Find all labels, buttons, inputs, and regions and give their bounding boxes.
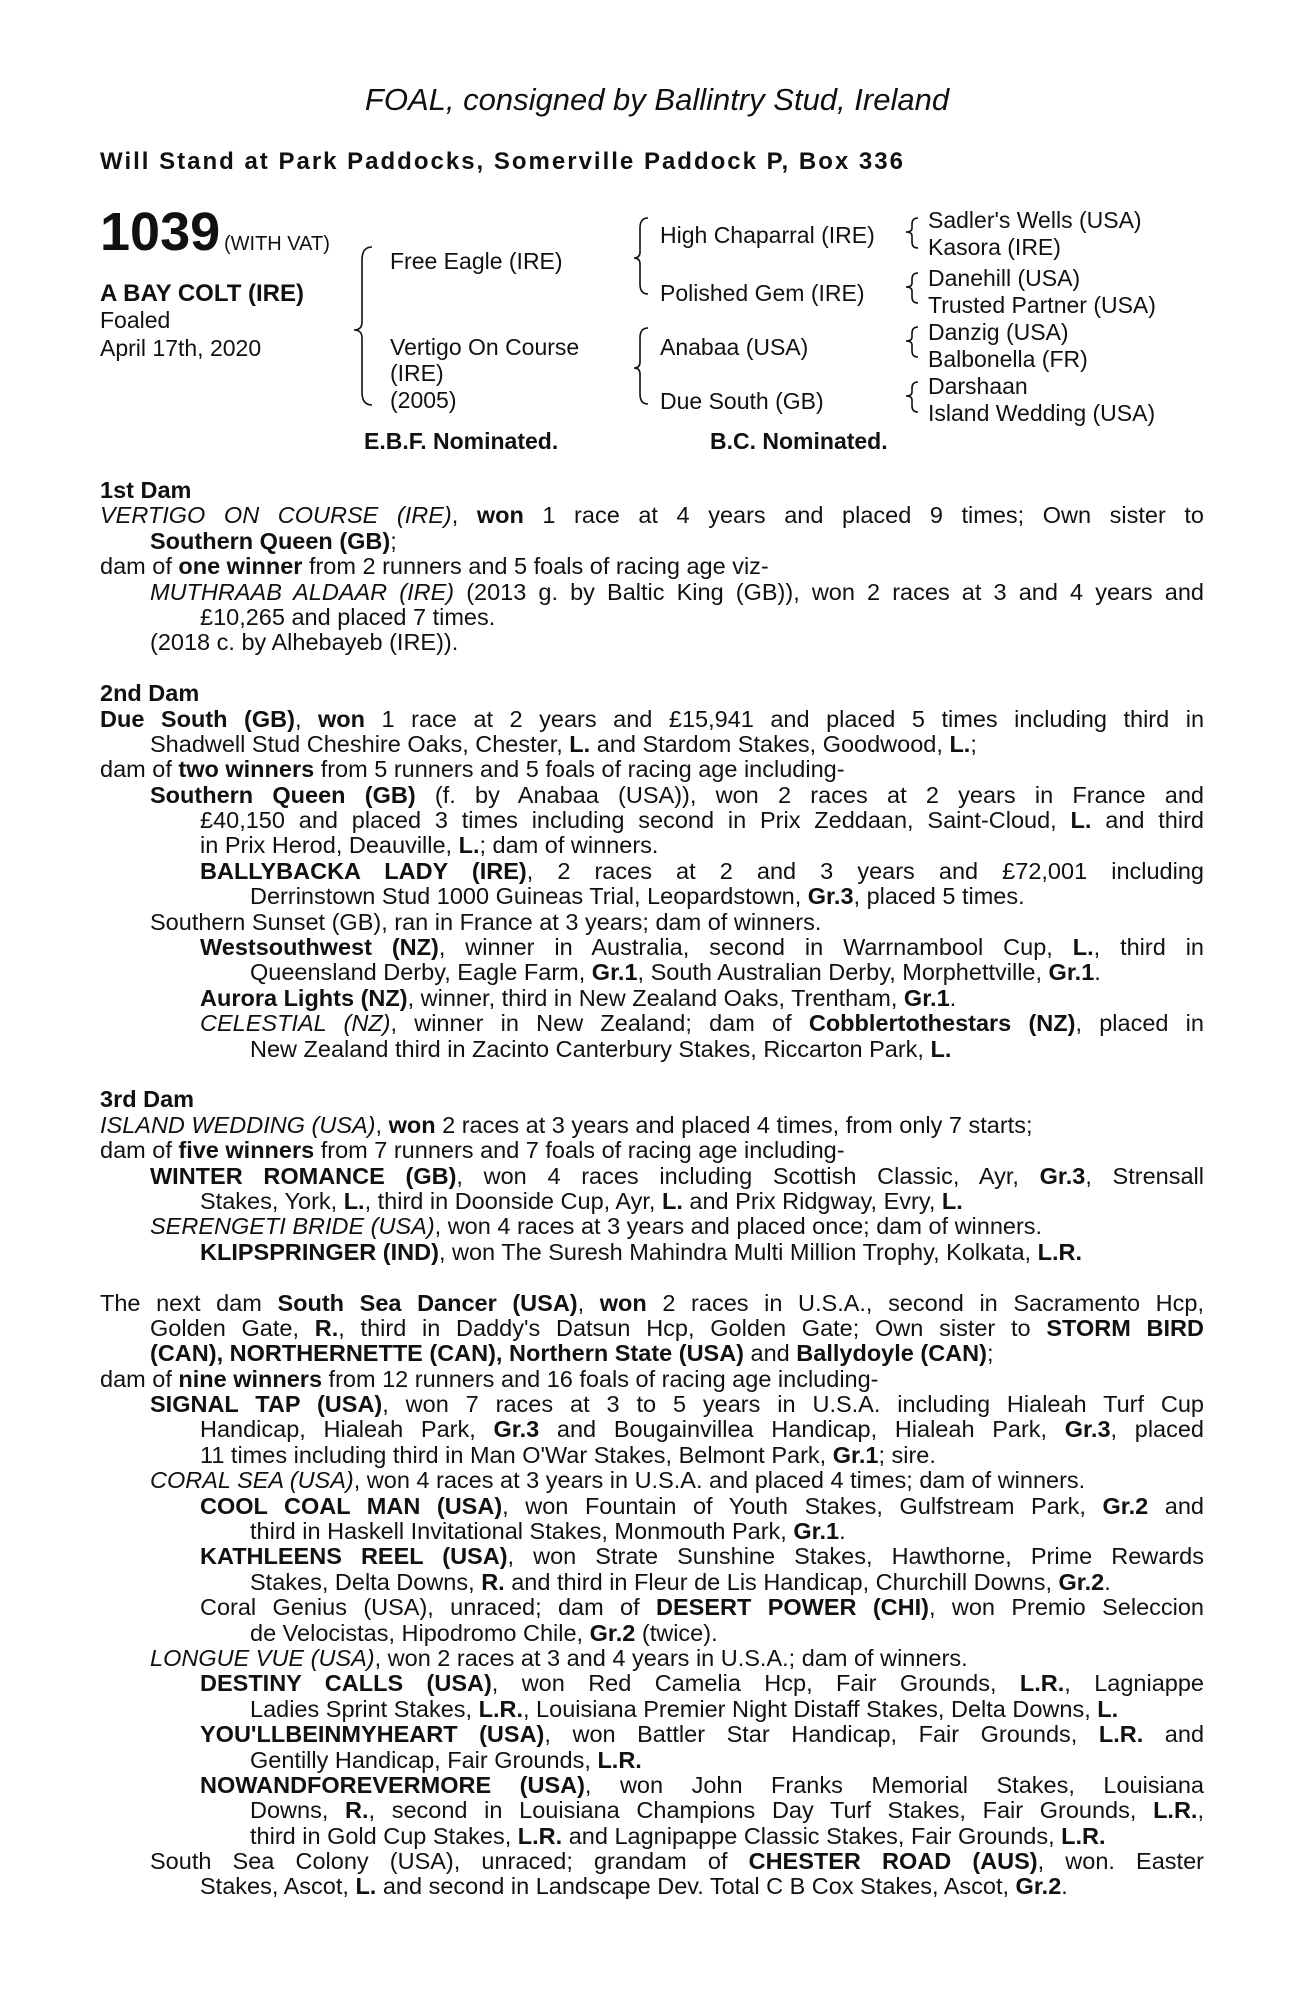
italic-text: MUTHRAAB ALDAAR (IRE) xyxy=(150,578,455,605)
text-line xyxy=(100,1722,1204,1747)
text-run: , xyxy=(294,705,319,732)
text-run: . xyxy=(1094,959,1101,986)
bold-text: Gr.2 xyxy=(1102,1492,1149,1519)
text-line xyxy=(100,1824,1204,1849)
bold-text: L. xyxy=(941,1187,963,1214)
text-run: , winner in New Zealand; dam of xyxy=(390,1010,809,1037)
text-run: , South Australian Derby, Morphettville, xyxy=(637,959,1049,986)
text-run: (f. by Anabaa (USA)), won 2 races at 2 years in France and xyxy=(415,781,1204,808)
bold-text: L.R. xyxy=(1098,1721,1144,1748)
text-line xyxy=(100,884,1204,909)
dam-name-2: (IRE) xyxy=(390,360,444,386)
text-line xyxy=(100,1341,1204,1366)
text-line xyxy=(100,1646,1204,1671)
bold-text: L.R. xyxy=(1019,1670,1065,1697)
text-line xyxy=(100,1011,1204,1036)
bold-text: L.R. xyxy=(1153,1797,1198,1824)
gen3-sds: Danehill (USA) xyxy=(928,265,1081,291)
foaled-label: Foaled xyxy=(100,307,171,333)
bold-text: won xyxy=(599,1289,647,1316)
text-run: , won Strate Sunshine Stakes, Hawthorne, Prime Rewards xyxy=(507,1543,1204,1570)
text-run: 2 races at 3 years and placed 4 times, from only 7 starts; xyxy=(435,1111,1033,1138)
text-line xyxy=(100,605,1204,630)
text-line xyxy=(100,1138,1204,1163)
bold-text: Gr.2 xyxy=(589,1619,636,1646)
text-line xyxy=(100,1519,1204,1544)
bold-text: L.R. xyxy=(1037,1238,1082,1265)
text-run: , second in Louisiana Champions Day Turf Stakes, Fair Grounds, xyxy=(368,1797,1154,1824)
text-run: . xyxy=(1061,1873,1068,1900)
text-line xyxy=(100,1316,1204,1341)
bold-text: DESERT POWER (CHI) xyxy=(656,1594,929,1621)
text-run: Stakes, Ascot, xyxy=(200,1873,356,1900)
text-line xyxy=(100,1443,1204,1468)
text-run: Stakes, York, xyxy=(200,1187,344,1214)
text-run: and third xyxy=(1091,807,1204,834)
bold-text: R. xyxy=(481,1568,505,1595)
bold-text: Gr.3 xyxy=(493,1416,540,1443)
text-run: , xyxy=(451,502,477,529)
text-line xyxy=(100,1671,1204,1696)
bold-text: Gr.1 xyxy=(591,959,638,986)
text-run: and second in Landscape Dev. Total C B Cox Stakes, Ascot, xyxy=(376,1873,1016,1900)
text-line xyxy=(100,1697,1204,1722)
section xyxy=(100,656,1204,1062)
gen3-dsd: Balbonella (FR) xyxy=(928,346,1088,372)
text-run: from 12 runners and 16 foals of racing age including- xyxy=(322,1365,879,1392)
text-run: Queensland Derby, Eagle Farm, xyxy=(250,959,592,986)
bold-text: Southern Queen (GB) xyxy=(150,527,391,554)
text-line xyxy=(100,1240,1204,1265)
bold-text: Cobblertothestars (NZ) xyxy=(808,1010,1076,1037)
bold-text: Ballydoyle (CAN) xyxy=(796,1340,987,1367)
text-line xyxy=(100,757,1204,782)
bold-text: Gr.1 xyxy=(903,984,950,1011)
text-run: , won Fountain of Youth Stakes, Gulfstream Park, xyxy=(502,1492,1103,1519)
text-line xyxy=(100,1773,1204,1798)
text-run: , won Red Camelia Hcp, Fair Grounds, xyxy=(491,1670,1020,1697)
text-run: Coral Genius (USA), unraced; dam of xyxy=(200,1594,657,1621)
text-line xyxy=(100,630,1204,655)
text-line xyxy=(100,1544,1204,1569)
italic-text: SERENGETI BRIDE (USA) xyxy=(150,1213,435,1240)
text-run: Ladies Sprint Stakes, xyxy=(250,1695,479,1722)
bold-text: R. xyxy=(345,1797,369,1824)
text-run: , won 2 races at 3 and 4 years in U.S.A.; dam of winners. xyxy=(374,1644,968,1671)
bold-text: DESTINY CALLS (USA) xyxy=(200,1670,492,1697)
brace-ss xyxy=(906,218,918,248)
text-run: ; xyxy=(970,730,977,757)
text-run: , third in Daddy's Datsun Hcp, Golden Gate; Own sister to xyxy=(338,1314,1047,1341)
text-line xyxy=(100,1798,1204,1823)
bold-text: won xyxy=(388,1111,436,1138)
bold-text: Gr.3 xyxy=(1064,1416,1111,1443)
gen3-dss: Danzig (USA) xyxy=(928,319,1069,345)
bold-text: Gr.3 xyxy=(807,883,854,910)
text-run: , xyxy=(577,1289,600,1316)
text-run: ; xyxy=(390,527,397,554)
bold-text: Gr.1 xyxy=(1048,959,1095,986)
brace-sd xyxy=(906,273,918,303)
text-run: 1 race at 4 years and placed 9 times; Own sister to xyxy=(523,502,1204,529)
bold-text: Gr.1 xyxy=(793,1518,840,1545)
text-run: from 2 runners and 5 foals of racing age viz- xyxy=(302,553,769,580)
text-run: and third in Fleur de Lis Handicap, Churchill Downs, xyxy=(504,1568,1059,1595)
bold-text: L.R. xyxy=(597,1746,642,1773)
text-line xyxy=(100,1748,1204,1773)
dam-name-1: Vertigo On Course xyxy=(390,334,580,360)
text-run: £40,150 and placed 3 times including second in Prix Zeddaan, Saint-Cloud, xyxy=(200,807,1071,834)
text-run: Downs, xyxy=(250,1797,346,1824)
text-run: , Louisiana Premier Night Distaff Stakes, Delta Downs, xyxy=(523,1695,1098,1722)
italic-text: ISLAND WEDDING (USA) xyxy=(100,1111,376,1138)
sire: Free Eagle (IRE) xyxy=(390,248,563,274)
sires-sire: High Chaparral (IRE) xyxy=(660,222,875,248)
text-line xyxy=(100,1468,1204,1493)
text-line xyxy=(100,503,1204,528)
bold-text: won xyxy=(476,502,524,529)
italic-text: VERTIGO ON COURSE (IRE) xyxy=(100,502,452,529)
text-run: from 5 runners and 5 foals of racing age including- xyxy=(314,756,845,783)
bold-text: L. xyxy=(1072,934,1094,961)
text-run: (2013 g. by Baltic King (GB)), won 2 races at 3 and 4 years and xyxy=(454,578,1204,605)
ebf-nominated: E.B.F. Nominated. xyxy=(364,428,559,454)
text-run: , won 4 races including Scottish Classic, Ayr, xyxy=(456,1162,1040,1189)
text-run: . xyxy=(949,984,957,1011)
text-run: (2018 c. by Alhebayeb (IRE)). xyxy=(150,629,459,656)
text-run: , won 7 races at 3 to 5 years in U.S.A. including Hialeah Turf Cup xyxy=(382,1391,1205,1418)
text-run: , won. Easter xyxy=(1037,1848,1204,1875)
section-heading: 1st Dam xyxy=(100,477,192,503)
bold-text: Gr.2 xyxy=(1058,1568,1105,1595)
text-run: The next dam xyxy=(100,1289,278,1316)
text-run: 2 races in U.S.A., second in Sacramento Hcp, xyxy=(646,1289,1204,1316)
bold-text: nine winners xyxy=(178,1365,323,1392)
text-line xyxy=(100,960,1204,985)
text-run: , third in Doonside Cup, Ayr, xyxy=(364,1187,662,1214)
section-gap xyxy=(100,1062,1204,1087)
text-run: from 7 runners and 7 foals of racing age including- xyxy=(314,1137,845,1164)
text-run: , xyxy=(375,1111,389,1138)
text-run: and xyxy=(1148,1492,1204,1519)
text-run: , 2 races at 2 and 3 years and £72,001 including xyxy=(526,857,1204,884)
text-run: third in Gold Cup Stakes, xyxy=(250,1822,518,1849)
section xyxy=(100,1265,1204,1900)
text-run: and xyxy=(1143,1721,1205,1748)
dams-sire: Anabaa (USA) xyxy=(660,334,809,360)
text-run: , placed 5 times. xyxy=(853,883,1025,910)
text-run: Stakes, Delta Downs, xyxy=(250,1568,482,1595)
bold-text: two winners xyxy=(178,756,315,783)
text-run: Handicap, Hialeah Park, xyxy=(200,1416,494,1443)
text-run: £10,265 and placed 7 times. xyxy=(200,603,496,630)
consignor-line: FOAL, consigned by Ballintry Stud, Ireland xyxy=(364,82,950,117)
bold-text: COOL COAL MAN (USA) xyxy=(200,1492,503,1519)
text-run: . xyxy=(839,1518,846,1545)
text-run: and Bougainvillea Handicap, Hialeah Park, xyxy=(539,1416,1065,1443)
text-run: , won John Franks Memorial Stakes, Louisiana xyxy=(584,1771,1204,1798)
text-line xyxy=(100,1037,1204,1062)
bold-text: L. xyxy=(355,1873,377,1900)
section xyxy=(100,1062,1204,1265)
bold-text: SIGNAL TAP (USA) xyxy=(150,1391,383,1418)
text-line xyxy=(100,580,1204,605)
text-run: , won Premio Seleccion xyxy=(928,1594,1205,1621)
bold-text: NOWANDFOREVERMORE (USA) xyxy=(200,1771,585,1798)
bold-text: KLIPSPRINGER (IND) xyxy=(200,1238,439,1265)
bold-text: WINTER ROMANCE (GB) xyxy=(150,1162,457,1189)
brace-dam xyxy=(634,328,648,404)
text-run: Golden Gate, xyxy=(150,1314,315,1341)
italic-text: CORAL SEA (USA) xyxy=(150,1467,354,1494)
gen3-sdd: Trusted Partner (USA) xyxy=(928,292,1156,318)
text-run: Gentilly Handicap, Fair Grounds, xyxy=(250,1746,598,1773)
text-line xyxy=(100,783,1204,808)
text-run: South Sea Colony (USA), unraced; grandam of xyxy=(150,1848,749,1875)
text-run: 11 times including third in Man O'War Stakes, Belmont Park, xyxy=(200,1441,833,1468)
text-run: dam of xyxy=(100,1365,179,1392)
text-line xyxy=(100,1367,1204,1392)
brace-sire xyxy=(634,218,648,294)
bold-text: one winner xyxy=(178,553,303,580)
text-line xyxy=(100,910,1204,935)
section xyxy=(100,478,1204,656)
bold-text: Gr.2 xyxy=(1015,1873,1062,1900)
foaled-date: April 17th, 2020 xyxy=(100,335,262,361)
text-line xyxy=(100,986,1204,1011)
gen3-ddd: Island Wedding (USA) xyxy=(928,400,1156,426)
vat-note: (WITH VAT) xyxy=(224,233,330,255)
text-line xyxy=(100,529,1204,554)
section-gap xyxy=(100,656,1204,681)
text-run: and xyxy=(744,1340,797,1367)
text-run: ; xyxy=(986,1340,994,1367)
text-line xyxy=(100,1874,1204,1899)
bold-text: L. xyxy=(1097,1695,1119,1722)
bold-text: L.R. xyxy=(1061,1822,1106,1849)
bold-text: L. xyxy=(930,1035,952,1062)
text-line xyxy=(100,1849,1204,1874)
bold-text: Westsouthwest (NZ) xyxy=(200,934,439,961)
text-run: , third in xyxy=(1093,934,1205,961)
dam-year: (2005) xyxy=(390,387,457,413)
bold-text: Gr.1 xyxy=(832,1441,879,1468)
text-run: ; sire. xyxy=(878,1441,936,1468)
bold-text: five winners xyxy=(178,1137,315,1164)
lot-description: A BAY COLT (IRE) xyxy=(100,280,305,307)
text-run: in Prix Herod, Deauville, xyxy=(200,832,459,859)
bold-text: L. xyxy=(569,730,591,757)
bold-text: L.R. xyxy=(478,1695,523,1722)
text-line xyxy=(100,808,1204,833)
bold-text: L. xyxy=(1070,807,1092,834)
italic-text: CELESTIAL (NZ) xyxy=(200,1010,391,1037)
text-run: and Stardom Stakes, Goodwood, xyxy=(590,730,950,757)
section-heading: 2nd Dam xyxy=(100,680,200,707)
gen3-ssd: Kasora (IRE) xyxy=(928,234,1061,260)
brace-sire-dam xyxy=(354,247,372,405)
text-run: 1 race at 2 years and £15,941 and placed 5 times including third in xyxy=(365,705,1205,732)
bold-text: Gr.3 xyxy=(1039,1162,1086,1189)
text-line xyxy=(100,1570,1204,1595)
lot-number: 1039 xyxy=(100,202,221,262)
brace-dd xyxy=(906,382,918,412)
bold-text: STORM BIRD xyxy=(1046,1314,1204,1341)
text-line xyxy=(100,732,1204,757)
bold-text: L. xyxy=(662,1187,683,1214)
text-run: (twice). xyxy=(635,1619,718,1646)
text-run: , Lagniappe xyxy=(1064,1670,1204,1697)
text-line xyxy=(100,1417,1204,1442)
text-run: , won The Suresh Mahindra Multi Million Trophy, Kolkata, xyxy=(438,1238,1038,1265)
text-line xyxy=(100,1214,1204,1239)
bold-text: L. xyxy=(949,730,971,757)
text-run: Southern Sunset (GB), ran in France at 3 years; dam of winners. xyxy=(150,908,822,935)
text-run: dam of xyxy=(100,1137,179,1164)
text-run: , Strensall xyxy=(1085,1162,1204,1189)
bc-nominated: B.C. Nominated. xyxy=(710,428,888,454)
bold-text: BALLYBACKA LADY (IRE) xyxy=(200,857,527,884)
text-run: dam of xyxy=(100,756,179,783)
text-run: Derrinstown Stud 1000 Guineas Trial, Leopardstown, xyxy=(250,883,808,910)
italic-text: LONGUE VUE (USA) xyxy=(150,1644,375,1671)
section-gap xyxy=(100,1265,1204,1290)
text-line xyxy=(100,1113,1204,1138)
catalogue-body xyxy=(100,478,1204,1900)
text-line xyxy=(100,1621,1204,1646)
bold-text: won xyxy=(318,705,366,732)
bold-text: KATHLEENS REEL (USA) xyxy=(200,1543,508,1570)
bold-text: Aurora Lights (NZ) xyxy=(200,984,408,1011)
text-line xyxy=(100,1291,1204,1316)
bold-text: South Sea Dancer (USA) xyxy=(277,1289,578,1316)
stand-location: Will Stand at Park Paddocks, Somerville Paddock P, Box 336 xyxy=(100,148,905,175)
sires-dam: Polished Gem (IRE) xyxy=(660,280,865,306)
gen3-sss: Sadler's Wells (USA) xyxy=(928,207,1142,233)
bold-text: Due South (GB) xyxy=(100,705,295,732)
bold-text: R. xyxy=(314,1314,339,1341)
text-line xyxy=(100,833,1204,858)
text-run: , won 4 races at 3 years and placed once; dam of winners. xyxy=(434,1213,1043,1240)
text-line xyxy=(100,859,1204,884)
text-run: and Lagnipappe Classic Stakes, Fair Grounds, xyxy=(562,1822,1062,1849)
bold-text: Southern Queen (GB) xyxy=(150,781,416,808)
text-run: and Prix Ridgway, Evry, xyxy=(682,1187,942,1214)
text-run: , winner, third in New Zealand Oaks, Trentham, xyxy=(407,984,904,1011)
text-line xyxy=(100,1164,1204,1189)
text-line xyxy=(100,707,1204,732)
bold-text: YOU'LLBEINMYHEART (USA) xyxy=(200,1721,545,1748)
bold-text: L. xyxy=(343,1187,365,1214)
section-heading: 3rd Dam xyxy=(100,1086,195,1113)
text-run: Shadwell Stud Cheshire Oaks, Chester, xyxy=(150,730,570,757)
gen3-dds: Darshaan xyxy=(928,373,1028,399)
text-line xyxy=(100,1189,1204,1214)
text-line xyxy=(100,1595,1204,1620)
text-run: , placed in xyxy=(1075,1010,1204,1037)
bold-text: L. xyxy=(458,832,480,859)
text-run: ; dam of winners. xyxy=(479,832,659,859)
text-run: de Velocistas, Hipodromo Chile, xyxy=(250,1619,590,1646)
text-run: third in Haskell Invitational Stakes, Monmouth Park, xyxy=(250,1518,794,1545)
bold-text: (CAN), NORTHERNETTE (CAN), Northern State (USA) xyxy=(150,1340,745,1367)
text-run: , won Battler Star Handicap, Fair Grounds, xyxy=(544,1721,1099,1748)
text-run: , placed xyxy=(1110,1416,1204,1443)
bold-text: L.R. xyxy=(517,1822,563,1849)
text-run: New Zealand third in Zacinto Canterbury Stakes, Riccarton Park, xyxy=(250,1035,931,1062)
bold-text: CHESTER ROAD (AUS) xyxy=(748,1848,1038,1875)
dams-dam: Due South (GB) xyxy=(660,388,824,414)
text-line xyxy=(100,935,1204,960)
brace-ds xyxy=(906,327,918,357)
text-line xyxy=(100,1494,1204,1519)
text-run: . xyxy=(1104,1568,1111,1595)
text-run: dam of xyxy=(100,553,179,580)
text-run: , won 4 races at 3 years in U.S.A. and placed 4 times; dam of winners. xyxy=(353,1467,1086,1494)
text-line xyxy=(100,554,1204,579)
text-run: , winner in Australia, second in Warrnambool Cup, xyxy=(438,934,1073,961)
text-run: , xyxy=(1197,1797,1204,1824)
text-line xyxy=(100,1392,1204,1417)
